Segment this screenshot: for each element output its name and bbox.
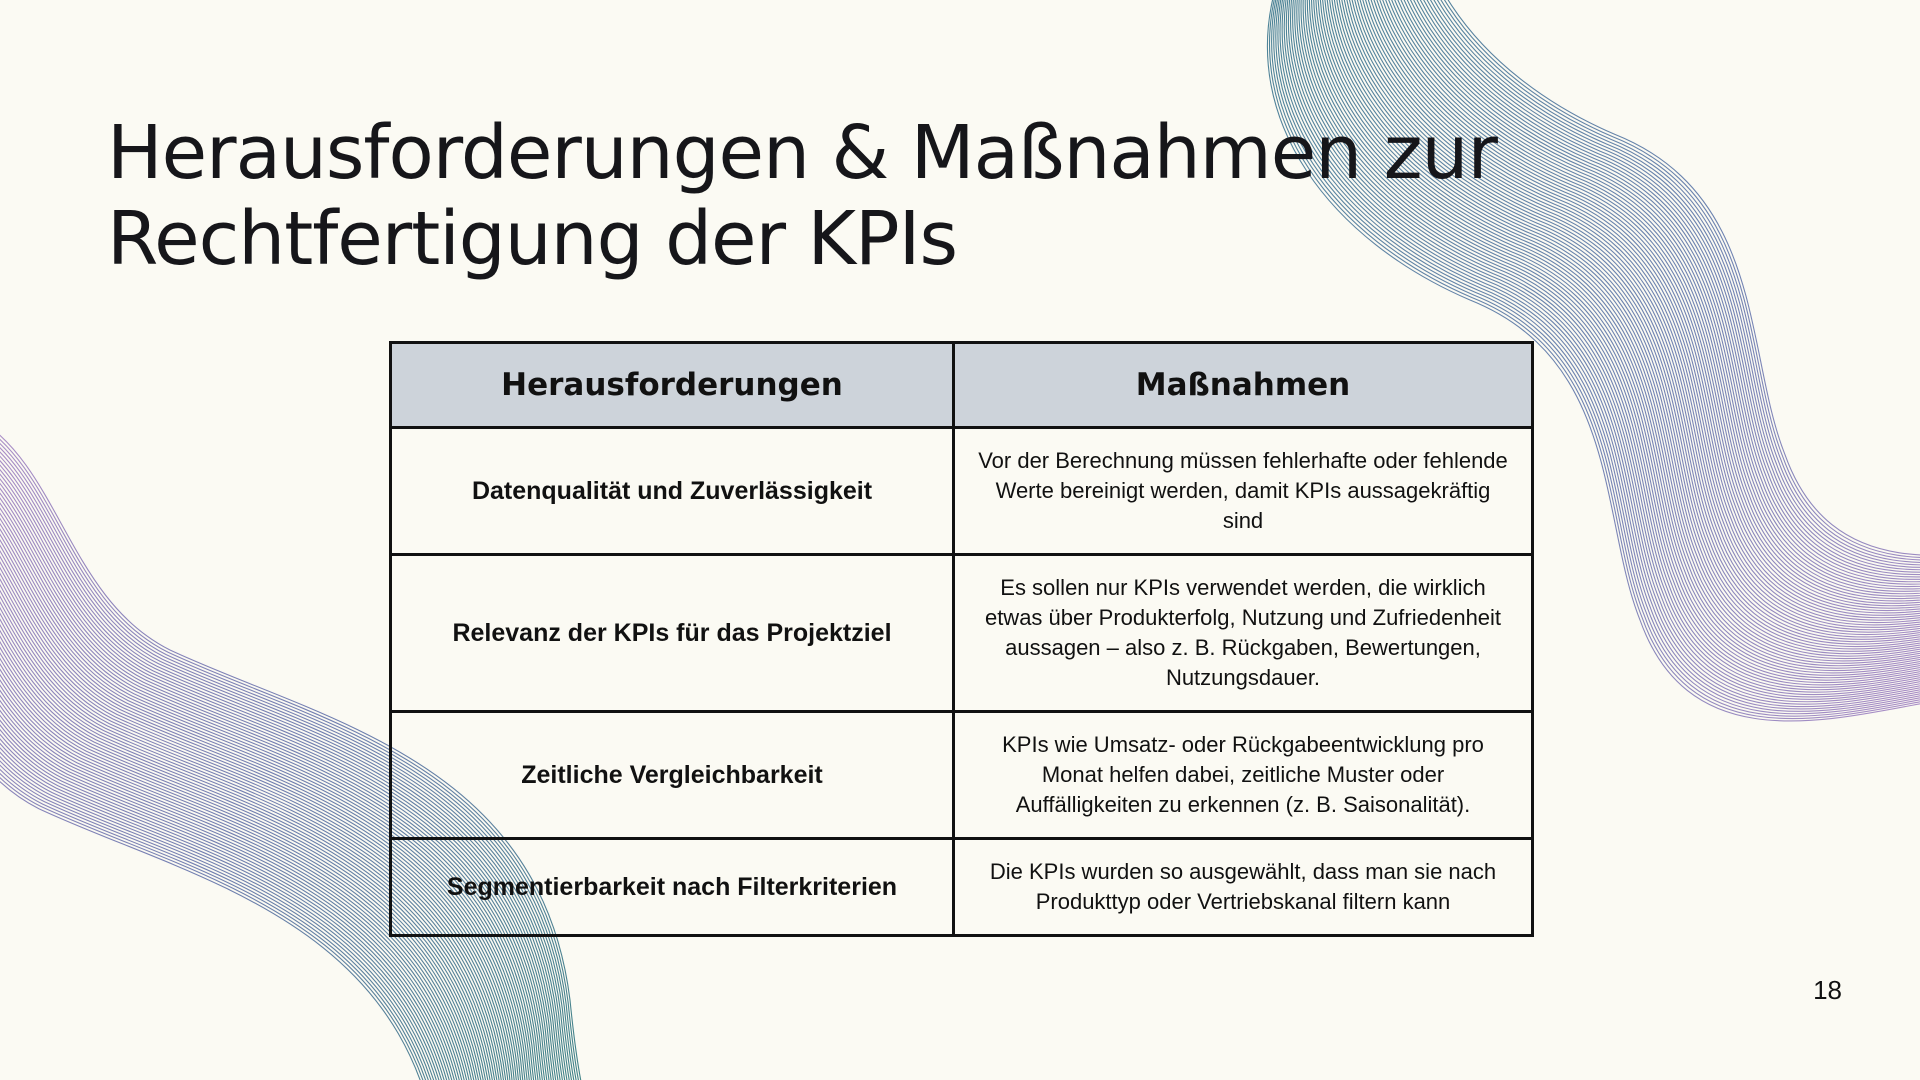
wave-line xyxy=(0,576,456,1080)
challenge-cell: Zeitliche Vergleichbarkeit xyxy=(391,712,954,839)
slide-title-line-1: Herausforderungen & Maßnahmen zur xyxy=(107,110,1497,196)
table-row xyxy=(391,555,1533,712)
measure-cell: KPIs wie Umsatz- oder Rückgabeentwicklung pro Monat helfen dabei, zeitliche Muster oder Auffälligkeiten zu erkennen (z. B. Saisonalität). xyxy=(954,712,1533,839)
challenge-cell: Datenqualität und Zuverlässigkeit xyxy=(391,428,954,555)
wave-line xyxy=(0,579,454,1080)
table-row xyxy=(391,839,1533,936)
measure-cell: Es sollen nur KPIs verwendet werden, die wirklich etwas über Produkterfolg, Nutzung und Zufriedenheit aussagen – also z. B. Rückgaben, Bewertungen, Nutzungsdauer. xyxy=(954,555,1533,712)
header-measures: Maßnahmen xyxy=(954,343,1533,428)
measure-cell: Vor der Berechnung müssen fehlerhafte oder fehlende Werte bereinigt werden, damit KPIs aussagekräftig sind xyxy=(954,428,1533,555)
challenge-cell: Relevanz der KPIs für das Projektziel xyxy=(391,555,954,712)
challenge-cell: Segmentierbarkeit nach Filterkriterien xyxy=(391,839,954,936)
table-header-row xyxy=(391,343,1533,428)
page-number: 18 xyxy=(1813,975,1842,1005)
challenges-measures-table xyxy=(389,341,1534,937)
slide-title xyxy=(107,110,1607,282)
header-challenges: Herausforderungen xyxy=(391,343,954,428)
table-row xyxy=(391,712,1533,839)
table-row xyxy=(391,428,1533,555)
slide-title-line-2: Rechtfertigung der KPIs xyxy=(107,196,958,282)
measure-cell: Die KPIs wurden so ausgewählt, dass man sie nach Produkttyp oder Vertriebskanal filtern kann xyxy=(954,839,1533,936)
